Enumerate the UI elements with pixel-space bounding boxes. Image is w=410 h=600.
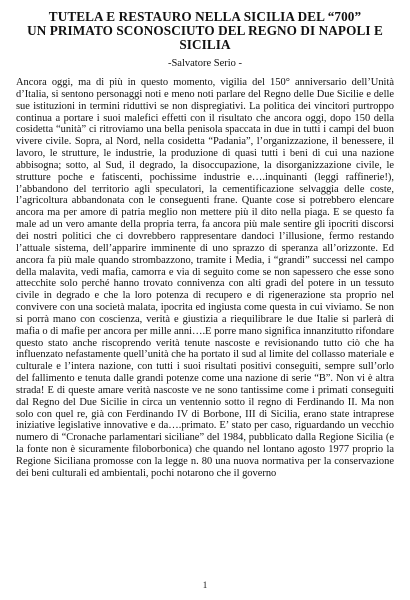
title-line-1: TUTELA E RESTAURO NELLA SICILIA DEL “700” <box>48 9 362 24</box>
author-line: -Salvatore Serio - <box>167 58 243 69</box>
document-title <box>16 10 394 52</box>
title-line-2: UN PRIMATO SCONOSCIUTO DEL REGNO DI NAPOLI E SICILIA <box>27 23 383 52</box>
page-number: 1 <box>202 580 208 590</box>
body-paragraph: Ancora oggi, ma di più in questo momento, vigilia del 150° anniversario dell’Unità d’Italia, si sentono personaggi noti e meno noti parlare del Regno delle Due Sicilie e delle sue istituzioni in termini riduttivi se non dispregiativi. La politica dei vincitori purtroppo continua a portare i suoi malefici effetti con il risultato che ancora oggi, dopo 150 della cosidetta “unità” ci ritroviamo una bella penisola spaccata in due in tutti i campi del buon vivere civile. Sopra, al Nord, nella cosidetta “Padania”, l’organizzazione, il benessere, il lavoro, le strutture, le industrie, la produzione di quasi tutti i beni di cui una nazione abbisogna; sotto, al Sud, il degrado, la disoccupazione, la disorganizzazione civile, le strutture poche e fatiscenti, pochissime industrie e….inquinanti (leggi raffinerie!), l’abbandono del territorio agli speculatori, la cementificazione selvaggia delle coste, l’agricoltura abbandonata con le conseguenti frane. Quante cose si potrebbero elencare ancora ma per amore di patria meglio non mettere più il dito nella piaga. E se questo fa male ad un vero amante della propria terra, fa ancora più male sentire gli ipocriti discorsi dei nostri politici che ci dovrebbero rappresentare dandoci l’illusione, fermo restando l’attuale sistema, dell’apparire imminente di uno sprazzo di speranza all’orizzonte. Ed ancora fa più male quando strombazzono, tramite i Media, i “grandi” successi nel campo della malavita, vedi mafia, camorra e via di seguito come se non sapessero che esse sono attecchite solo perché hanno trovato connivenza con alti gradi del potere in un tessuto civile in degrado e che la loro potenza di recupero e di rigenerazione sta proprio nel convivere con una società malata, ipocrita ed ingiusta come questa in cui viviamo. Se non si porrà mano con coscienza, verità e giustizia a riequilibrare le due Italie si parlerà di mafia o di mafie per ancora per mille anni….E porre mano significa innanzitutto rifondare questo stato anche riscoprendo verità tenute nascoste e revisionando tutto ciò che ha influenzato nefastamente quell’unità che ha portato il sud al limite del collasso materiale e culturale e l’intera nazione, con tutti i suoi risultati positivi conseguiti, sempre sull’orlo del fallimento e tenuta dalle grandi potenze come una nazione di serie “B”. Non vi è altra strada! E di queste amare verità nascoste ve ne sono tantissime come i primati conseguiti dal Regno del Due Sicilie in circa un ventennio sotto il regno di Ferdinando II. Ma non solo con quel re, già con Ferdinando IV di Borbone, III di Sicilia, erano state intraprese iniziative legislative innovative e da….primato. E’ stato per caso, riguardando un vecchio numero di “Cronache parlamentari siciliane” del 1984, pubblicato dalla Regione Sicilia (e la fonte non è sicuramente filoborbonica) che quando nel lontano agosto 1977 proprio la Regione Siciliana promosse con la legge n. 80 una nuova normativa per la conservazione dei beni culturali ed ambientali, pochi notarono che il governo <box>16 77 394 479</box>
